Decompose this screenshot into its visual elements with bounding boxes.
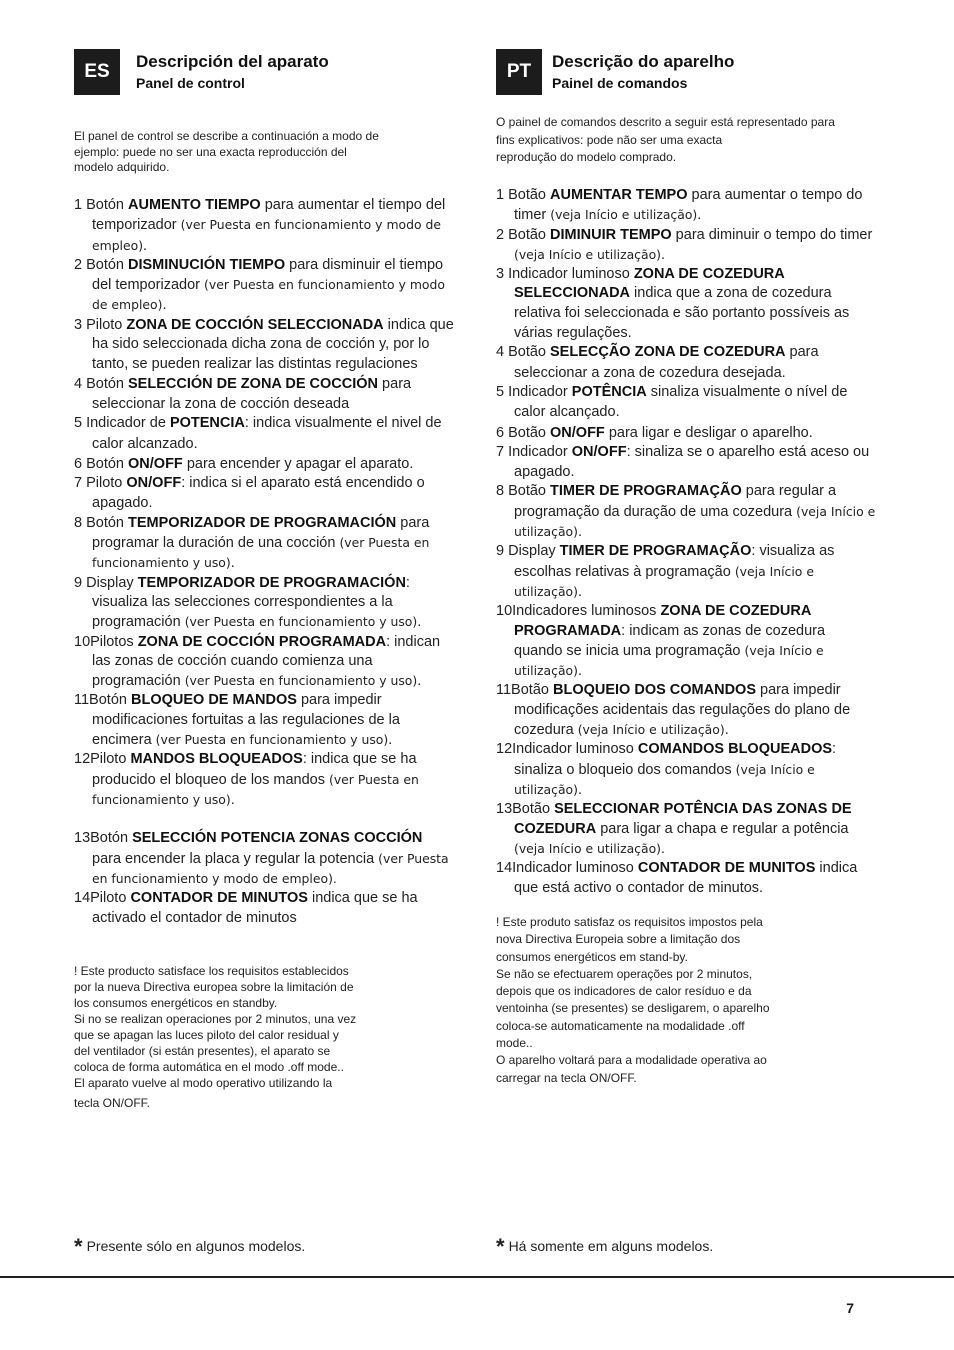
list-item: [74, 889, 454, 929]
item-number: 13Botón: [74, 830, 133, 847]
list-item: [496, 343, 876, 383]
item-number: 10Indicadores luminosos: [496, 603, 661, 620]
list-item: [74, 633, 454, 692]
item-control-name: ZONA DE COCCIÓN PROGRAMADA: [137, 633, 387, 650]
list-item: [74, 829, 454, 889]
list-item: [74, 375, 454, 415]
item-control-name: SELECÇÃO ZONA DE COZEDURA: [550, 344, 786, 361]
control-list-es: [74, 196, 454, 929]
intro-text-pt: [496, 115, 886, 166]
list-item: [496, 602, 876, 681]
note-line: los consumos energéticos en standby.: [74, 996, 278, 1010]
list-item: [496, 383, 876, 423]
item-text: : visualiza las selecciones correspondientes a la programación: [92, 574, 410, 631]
list-item: [496, 226, 876, 266]
control-list-pt: [496, 186, 876, 899]
note-line: depois que os indicadores de calor resíduo e da: [496, 984, 752, 999]
intro-line: El panel de control se describe a continuación a modo de: [74, 129, 379, 143]
footer-divider: [0, 1276, 954, 1278]
note-line: carregar na tecla ON/OFF.: [496, 1070, 637, 1085]
item-text: para seleccionar a zona de cozedura desejada.: [514, 344, 819, 381]
item-text: .: [661, 246, 666, 263]
list-item: [496, 423, 876, 443]
note-line: coloca de forma automática en el modo .off mode..: [74, 1060, 344, 1074]
asterisk-icon: *: [496, 1234, 505, 1259]
list-item: [496, 681, 876, 740]
item-control-name: BLOQUEO DE MANDOS: [130, 692, 297, 709]
note-line: coloca-se automaticamente na modalidade .off: [496, 1018, 745, 1033]
item-control-name: COMANDOS BLOQUEADOS: [637, 741, 833, 758]
list-item: [74, 691, 454, 750]
note-line: ! Este produto satisfaz os requisitos impostos pela: [496, 915, 763, 929]
intro-line: fins explicativos: pode não ser uma exacta: [496, 132, 723, 147]
item-control-name: MANDOS BLOQUEADOS: [130, 751, 303, 768]
item-number: 3 Indicador luminoso: [496, 266, 634, 283]
list-item: [74, 454, 454, 474]
list-item: [74, 414, 454, 454]
item-number: 4 Botão: [496, 344, 551, 361]
item-number: 6 Botón: [74, 455, 129, 472]
standby-note-pt: [496, 914, 816, 1087]
item-text: .: [143, 237, 148, 254]
item-text: : indica visualmente el nivel de calor alcanzado.: [92, 415, 442, 452]
list-item: [74, 750, 454, 810]
note-line: nova Directiva Europeia sobre a limitação dos: [496, 932, 741, 947]
list-item: [496, 443, 876, 483]
note-line: que se apagan las luces piloto del calor residual y: [74, 1028, 339, 1042]
item-control-name: ON/OFF: [126, 475, 182, 492]
item-text: .: [417, 614, 422, 631]
item-text: para ligar e desligar o aparelho.: [604, 424, 813, 441]
item-number: 12Indicador luminoso: [496, 741, 638, 758]
list-item: [74, 474, 454, 514]
item-control-name: DISMINUCIÓN TIEMPO: [128, 256, 286, 273]
item-number: 8 Botão: [496, 483, 551, 500]
note-line: consumos energéticos em stand-by.: [496, 949, 688, 964]
intro-text-es: [74, 129, 434, 176]
item-text: para programar la duración de una cocción: [92, 514, 430, 552]
item-text: para seleccionar la zona de cocción deseada: [92, 375, 412, 412]
item-reference: (ver Puesta en funcionamiento y uso): [155, 732, 389, 748]
item-number: 14Indicador luminoso: [496, 860, 638, 877]
item-reference: (veja Início e utilização): [514, 642, 824, 679]
item-text: : indicam as zonas de cozedura quando se inicia uma programação: [514, 622, 826, 659]
item-control-name: CONTADOR DE MINUTOS: [130, 890, 308, 907]
item-text: para impedir modificaciones fortuitas a las regulaciones de la encimera: [92, 692, 400, 749]
item-text: para disminuir el tiempo del temporizador: [92, 256, 444, 294]
item-control-name: ZONA DE COZEDURA PROGRAMADA: [514, 603, 811, 639]
item-number: 9 Display: [74, 574, 138, 591]
item-number: 7 Indicador: [496, 443, 572, 460]
item-text: indica que ha sido seleccionada dicha zona de cocción y, por lo tanto, se pueden realizar las distintas regulaciones: [92, 316, 454, 373]
footnote-es: [74, 1234, 305, 1260]
item-reference: (ver Puesta en funcionamiento y uso): [184, 614, 418, 630]
item-text: indica que a zona de cozedura relativa foi seleccionada e são portanto possíveis as várias regulações.: [514, 285, 850, 342]
item-number: 14Piloto: [74, 890, 131, 907]
item-control-name: BLOQUEIO DOS COMANDOS: [552, 682, 756, 699]
item-text: para diminuir o tempo do timer: [671, 226, 873, 243]
item-number: 5 Indicador: [496, 383, 572, 400]
list-item: [496, 859, 876, 899]
asterisk-icon: *: [74, 1234, 83, 1259]
item-number: 10Pilotos: [74, 633, 138, 650]
item-control-name: ON/OFF: [571, 443, 627, 460]
item-text: : sinaliza se o aparelho está aceso ou apagado.: [514, 443, 870, 481]
item-text: .: [697, 207, 702, 224]
item-control-name: DIMINUIR TEMPO: [550, 226, 672, 243]
item-control-name: SELECCIÓN DE ZONA DE COCCIÓN: [128, 375, 379, 392]
item-text: .: [417, 673, 422, 690]
footnote-text-pt: Há somente em alguns modelos.: [508, 1238, 714, 1254]
item-control-name: ZONA DE COCCIÓN SELECCIONADA: [126, 316, 384, 333]
list-item: [496, 482, 876, 542]
item-text: : indican las zonas de cocción cuando comienza una programación: [92, 633, 441, 690]
note-line: mode..: [496, 1036, 533, 1051]
item-text: .: [724, 722, 729, 739]
item-number: 3 Piloto: [74, 316, 127, 333]
item-text: : indica si el aparato está encendido o apagado.: [92, 475, 425, 512]
item-control-name: ON/OFF: [128, 455, 183, 472]
intro-line: reprodução do modelo comprado.: [496, 150, 677, 164]
item-control-name: POTÊNCIA: [571, 383, 647, 400]
item-reference: (veja Início e utilização): [514, 503, 876, 540]
item-text: .: [230, 791, 235, 808]
item-text: para aumentar el tiempo del temporizador: [92, 197, 446, 234]
item-control-name: SELECCIONAR POTÊNCIA DAS ZONAS DE COZEDURA: [514, 801, 852, 837]
item-number: 2 Botão: [496, 226, 551, 243]
note-line: Si no se realizan operaciones por 2 minutos, una vez: [74, 1012, 357, 1026]
item-number: 11Botón: [74, 692, 131, 709]
note-line: El aparato vuelve al modo operativo utilizando la: [74, 1076, 333, 1090]
item-reference: (ver Puesta en funcionamiento y uso): [92, 535, 430, 571]
item-reference: (ver Puesta en funcionamiento y modo de empleo).: [92, 850, 449, 886]
note-line: ventoinha (se presentes) se desligarem, o aparelho: [496, 1001, 770, 1016]
note-line: tecla ON/OFF.: [74, 1096, 151, 1110]
item-reference: (veja Início e utilização): [550, 207, 698, 223]
item-number: 12Piloto: [74, 751, 131, 768]
item-control-name: CONTADOR DE MUNITOS: [637, 860, 816, 877]
item-control-name: TEMPORIZADOR DE PROGRAMACIÓN: [137, 574, 406, 591]
item-text: .: [577, 781, 582, 798]
item-reference: (ver Puesta en funcionamiento y uso): [184, 673, 418, 689]
list-item: [74, 316, 454, 375]
item-reference: (veja Início e utilização): [514, 563, 814, 599]
list-item: [74, 514, 454, 574]
item-reference: (veja Início e utilização): [577, 722, 725, 738]
item-text: para encender la placa y regular la potencia: [92, 850, 379, 867]
footnote-text-es: Presente sólo en algunos modelos.: [86, 1238, 306, 1254]
item-reference: (veja Início e utilização).: [514, 840, 665, 856]
item-text: : indica que se ha producido el bloqueo de los mandos: [92, 751, 417, 788]
item-text: .: [577, 663, 582, 680]
list-item: [496, 800, 876, 859]
item-reference: (ver Puesta en funcionamiento y modo de empleo): [92, 277, 445, 313]
item-text: indica que está activo o contador de minutos.: [514, 860, 858, 897]
intro-line: ejemplo: puede no ser una exacta reproducción del: [74, 144, 347, 159]
item-text: : sinaliza o bloqueio dos comandos: [514, 741, 837, 778]
list-item: [496, 542, 876, 602]
item-control-name: TIMER DE PROGRAMAÇÃO: [550, 483, 742, 500]
list-item: [496, 186, 876, 226]
language-badge-pt: PT: [496, 49, 542, 95]
item-text: para encender y apagar el aparato.: [182, 455, 414, 472]
list-item: [74, 256, 454, 316]
item-text: : visualiza as escolhas relativas à programação: [514, 543, 835, 580]
page-number: 7: [846, 1300, 854, 1316]
item-number: 9 Display: [496, 543, 560, 560]
item-text: .: [577, 524, 582, 541]
standby-note-es: [74, 963, 404, 1111]
language-badge-es: ES: [74, 49, 120, 95]
list-item: [496, 265, 876, 343]
list-item: [74, 196, 454, 256]
item-number: 7 Piloto: [74, 475, 127, 492]
note-line: por la nueva Directiva europea sobre la limitación de: [74, 980, 354, 994]
list-item: [496, 740, 876, 800]
note-line: ! Este producto satisface los requisitos establecidos: [74, 964, 349, 978]
item-control-name: TEMPORIZADOR DE PROGRAMACIÓN: [128, 514, 397, 531]
section-subtitle-pt: Painel de comandos: [552, 75, 688, 91]
item-text: sinaliza visualmente o nível de calor alcançado.: [514, 383, 848, 421]
item-number: 1 Botón: [74, 197, 129, 213]
item-control-name: POTENCIA: [169, 415, 245, 432]
section-title-es: Descripción del aparato: [136, 52, 329, 71]
item-control-name: SELECCIÓN POTENCIA ZONAS COCCIÓN: [132, 830, 423, 847]
item-text: para aumentar o tempo do timer: [514, 187, 863, 224]
note-line: del ventilador (si están presentes), el aparato se: [74, 1044, 331, 1058]
item-number: 2 Botón: [74, 256, 129, 273]
item-number: 5 Indicador de: [74, 415, 170, 432]
item-control-name: ON/OFF: [550, 424, 605, 441]
item-reference: (ver Puesta en funcionamiento y modo de empleo): [92, 217, 441, 253]
intro-line: modelo adquirido.: [74, 160, 170, 174]
item-number: 4 Botón: [74, 375, 129, 392]
item-reference: (veja Início e utilização): [514, 246, 662, 262]
item-control-name: ZONA DE COZEDURA SELECCIONADA: [514, 266, 785, 302]
item-text: .: [577, 583, 582, 600]
item-control-name: AUMENTO TIEMPO: [128, 197, 261, 213]
item-text: .: [230, 555, 235, 572]
item-number: 6 Botão: [496, 424, 551, 441]
section-subtitle-es: Panel de control: [136, 75, 245, 91]
item-control-name: AUMENTAR TEMPO: [550, 187, 688, 203]
item-reference: (veja Início e utilização): [514, 761, 815, 797]
item-control-name: TIMER DE PROGRAMAÇÃO: [559, 543, 752, 560]
list-item: [74, 574, 454, 633]
item-number: 13Botão: [496, 801, 555, 818]
section-title-pt: Descrição do aparelho: [552, 52, 735, 71]
note-line: O aparelho voltará para a modalidade operativa ao: [496, 1053, 767, 1068]
item-text: .: [162, 297, 167, 314]
note-line: Se não se efectuarem operações por 2 minutos,: [496, 966, 753, 981]
item-number: 8 Botón: [74, 514, 129, 531]
intro-line: O painel de comandos descrito a seguir está representado para: [496, 115, 835, 129]
item-text: para ligar a chapa e regular a potência: [596, 820, 849, 837]
item-text: para regular a programação da duração de uma cozedura: [514, 483, 837, 520]
item-number: 1 Botão: [496, 187, 551, 203]
item-reference: (ver Puesta en funcionamiento y uso): [92, 771, 419, 807]
footnote-pt: [496, 1234, 713, 1260]
item-number: 11Botão: [496, 682, 553, 699]
item-text: para impedir modificações acidentais das regulações do plano de cozedura: [514, 682, 851, 739]
item-text: indica que se ha activado el contador de minutos: [92, 890, 418, 927]
item-text: .: [388, 732, 393, 749]
